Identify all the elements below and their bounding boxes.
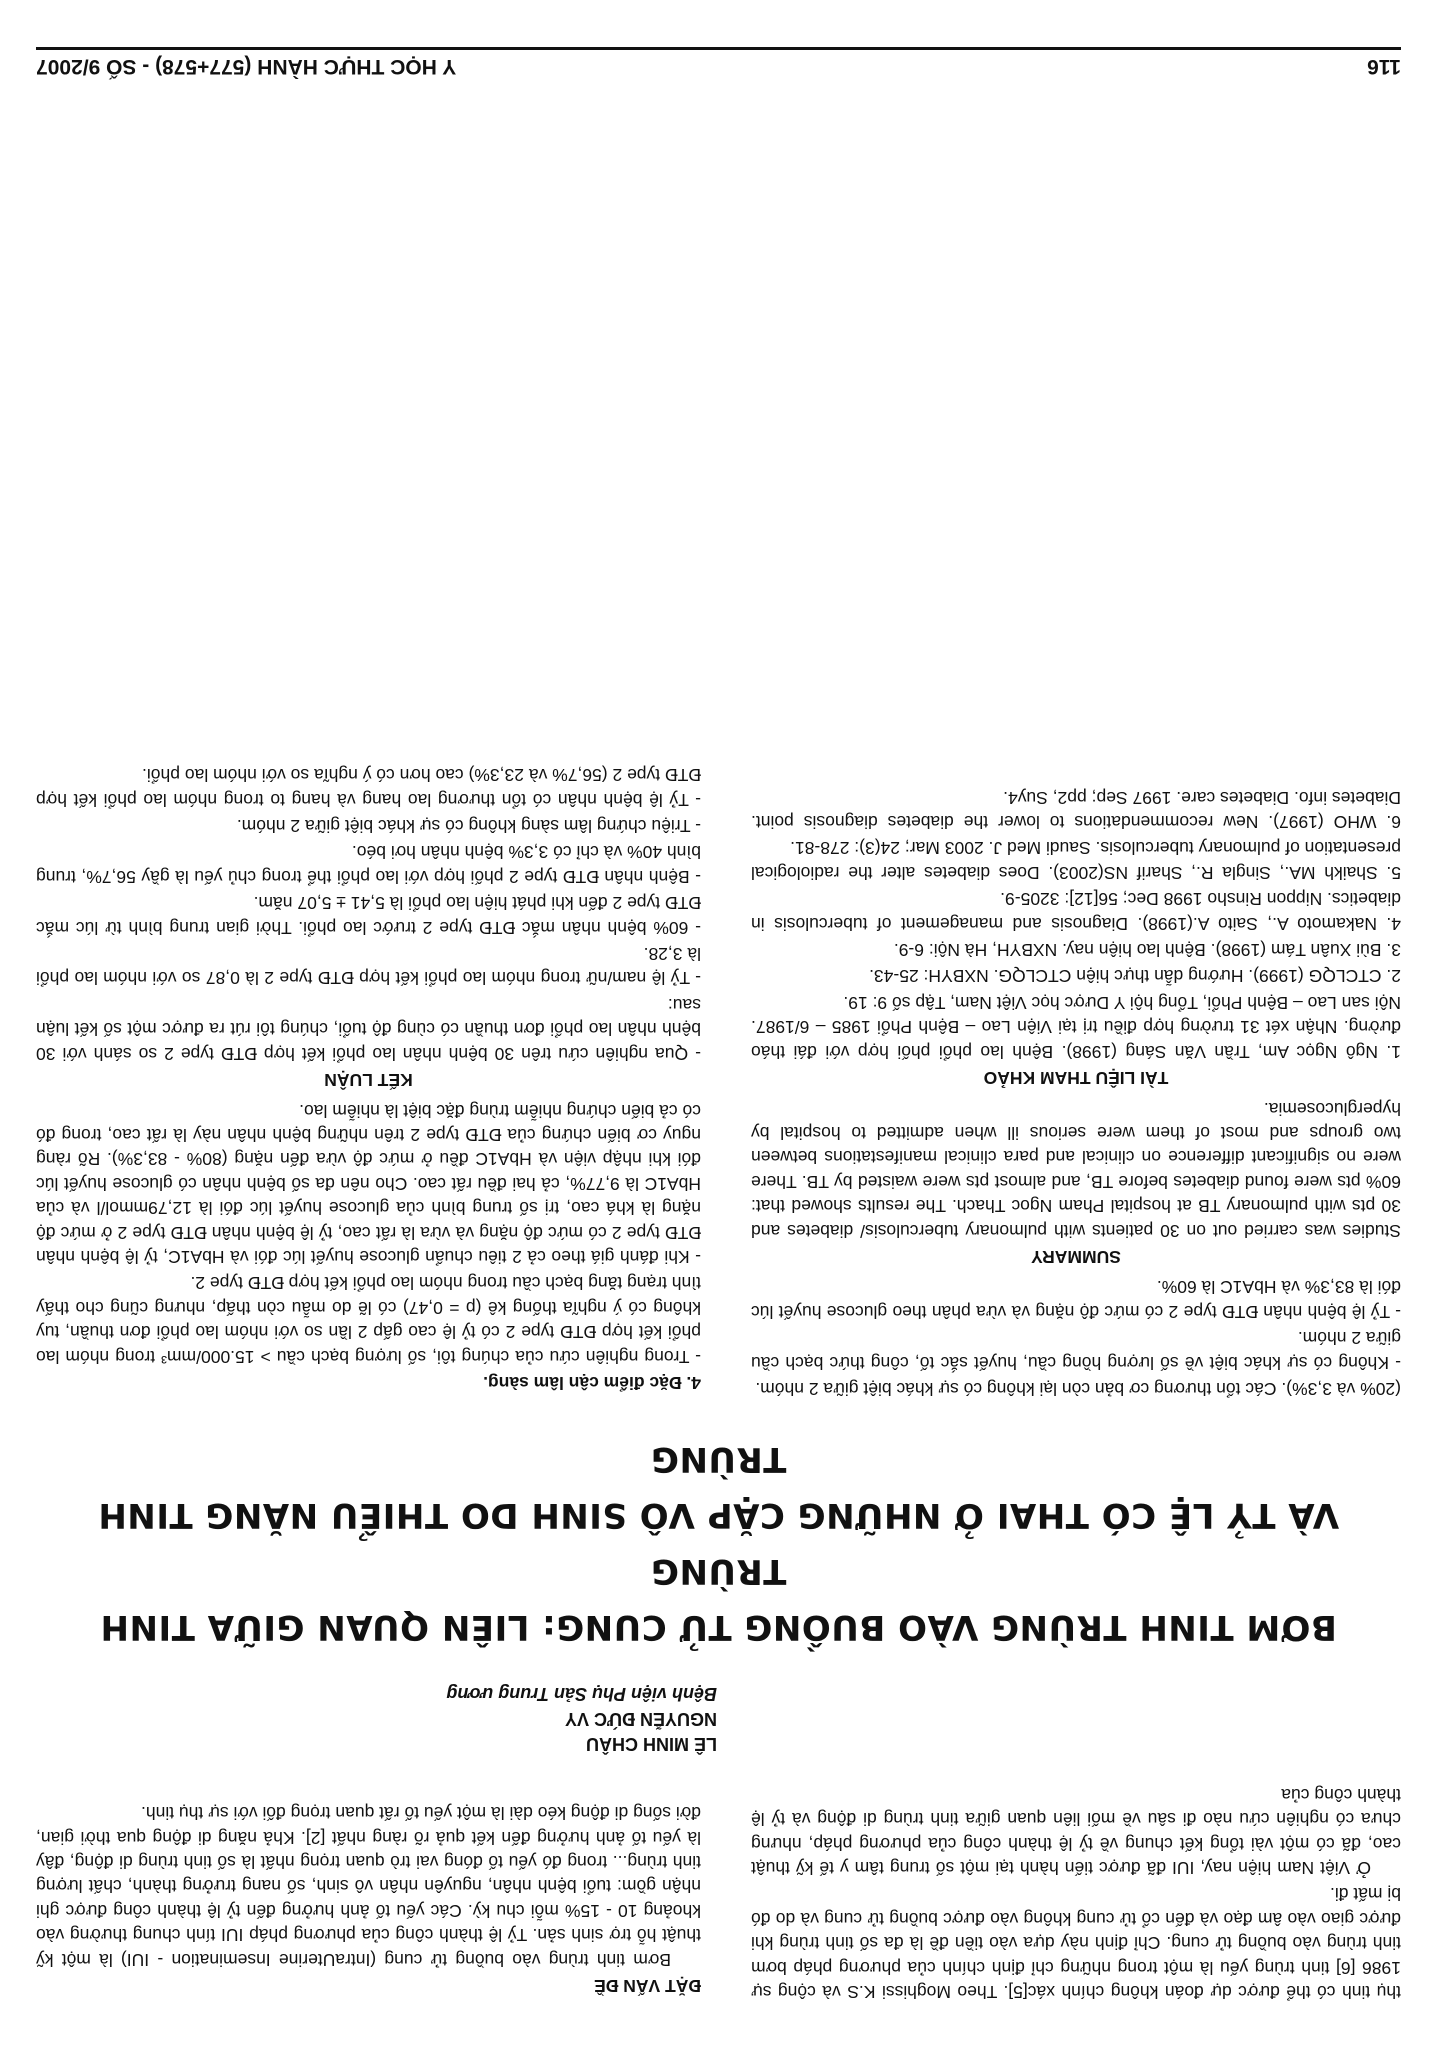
paragraph: - Bệnh nhân ĐTĐ type 2 phối hợp với lao phổi thể trong chủ yếu là gầy 56,7%, trung bình 40% và chỉ có 3,3% bệnh nhân hơi béo.: [36, 842, 701, 887]
paragraph: - Triệu chứng lâm sàng không có sự khác biệt giữa 2 nhóm.: [236, 816, 701, 837]
paragraph: - Qua nghiên cứu trên 30 bệnh nhân lao phổi kết hợp ĐTĐ type 2 so sánh với 30 bệnh nhân lao phổi đơn thuần có cùng độ tuổi, chúng tôi rút ra được một số kết luận sau:: [36, 994, 701, 1064]
author-institution: Bệnh viện Phụ Sản Trung ương: [446, 1684, 717, 1704]
introduction: [36, 1799, 701, 2004]
paragraph: thụ tinh có thể được dự đoán không chính xác[5]. Theo Moghissi K.S và cộng sự 1986 [6] tinh trùng yếu là một trong những chỉ định chính của phương pháp bơm tinh trùng vào buồng tử cung. Chỉ định này dựa vào tiền đề là đa số tinh trùng khi được giao vào âm đạo và đến cổ tử cung không vào được buồng tử cung và do đó bị mất đi.: [751, 1884, 1401, 2002]
title-line: BƠM TINH TRÙNG VÀO BUỒNG TỬ CUNG: LIÊN QUAN GIỮA TINH TRÙNG: [100, 1551, 1337, 1647]
author-block: [157, 1681, 717, 1756]
reference-item: 6. WHO (1997). New recommendations to lower the diabetes diagnosis point. Diabetes info. Diabetes care. 1997 Sep; pp2, Suy4.: [751, 787, 1401, 833]
conclusion-heading: KẾT LUẬN: [324, 1070, 413, 1091]
paragraph: Ở Việt Nam hiện nay, IUI đã được tiến hành tại một số trung tâm y tế kỹ thuật cao, đã có một vài tổng kết chung về tỷ lệ thành công của phương pháp, nhưng chưa có nghiên cứu nào đi sâu về mối liên quan giữa tinh trùng di động và tỷ lệ thành công của: [751, 1784, 1401, 1878]
reference-item: 1. Ngô Ngọc Am, Trần Văn Sáng (1998). Bệnh lao phổi phối hợp với đái tháo đường. Nhận xét 31 trường hợp điều trị tại Viện Lao – Bệnh Phổi 1985 – 6/1987. Nội san Lao – Bệnh Phổi, Tổng hội Y Dược học Việt Nam, Tập số 9: 19.: [751, 992, 1401, 1062]
introduction-heading: ĐẶT VẤN ĐỀ: [594, 1976, 701, 1996]
summary-text: Studies was carried out on 30 patients with pulmonary tuberculosis/ diabetes and 30 pts with pulmonary TB at hospital Pham Ngoc Thach. The results showed that: 60% pts were found diabetes before TB, and almost pts were waisted by TB. There were no significant difference on clinical and para clinical manifestations between two groups and most of them were serious ill when admitted to hospital by hyperglucosemia.: [751, 1098, 1401, 1241]
previous-article-discussion: [36, 761, 701, 1401]
previous-article-results: [751, 783, 1401, 1401]
paragraph: - Tỷ lệ bệnh nhân ĐTĐ type 2 có mức độ nặng và vừa phân theo glucose huyết lúc đói là 83,3% và HbA1C là 60%.: [751, 1277, 1401, 1322]
reference-item: 3. Bùi Xuân Tám (1998). Bệnh lao hiện nay. NXBYH, Hà Nội: 6-9.: [893, 940, 1401, 961]
page-number: 116: [1367, 55, 1401, 78]
running-header: [36, 47, 1401, 94]
author-name: LÊ MINH CHÂU: [586, 1734, 717, 1754]
paragraph: - Tỷ lệ nam/nữ trong nhóm lao phổi kết hợp ĐTĐ type 2 là 0,87 so với nhóm lao phổi là 3,28.: [36, 944, 701, 989]
reference-item: 2. CTCLQG (1999). Hướng dẫn thực hiện CTCLQG. NXBYH: 25-43.: [869, 966, 1401, 987]
paragraph: - Khi đánh giá theo cả 2 tiêu chuẩn glucose huyết lúc đói và HbA1C, tỷ lệ bệnh nhân ĐTĐ type 2 có mức độ nặng và vừa là rất cao, tỷ lệ bệnh nhân ĐTĐ type 2 ở mức độ nặng là khá cao, trị số trung bình của glucose huyết lúc đói là 12,79mmol/l và của HbA1C là 9,77%, cả hai đều rất cao. Cho nên đa số bệnh nhân có glucose huyết lúc đói khi nhập viện và HbA1C đều ở mức độ vừa đến nặng (80% - 83,3%). Rõ ràng nguy cơ biến chứng của ĐTĐ type 2 trên những bệnh nhân này là rất cao, trong đó có cả biến chứng nhiễm trùng đặc biệt là nhiễm lao.: [36, 1100, 701, 1267]
paragraph: (20% và 3,3%). Các tổn thương cơ bản còn lại không có sự khác biệt giữa 2 nhóm.: [755, 1379, 1401, 1399]
journal-name: Y HỌC THỰC HÀNH (577+578) - SỐ 9/2007: [36, 55, 457, 78]
references-heading: TÀI LIỆU THAM KHẢO: [983, 1068, 1169, 1089]
title-line: VÀ TỶ LỆ CÓ THAI Ở NHỮNG CẶP VÔ SINH DO THIỂU NĂNG TINH TRÙNG: [97, 1439, 1340, 1535]
paragraph: - 60% bệnh nhân mắc ĐTĐ type 2 trước lao phổi. Thời gian trung bình từ lúc mắc ĐTĐ type 2 đến khi phát hiện lao phổi là 5,41 ± 5,07 năm.: [36, 893, 701, 938]
reference-item: 5. Shaikh MA., Singla R., Sharif NS(2003). Does diabetes alter the radiological presentation of pulmonary tuberculosis. Saudi Med J. 2003 Mar; 24(3): 278-81.: [751, 838, 1401, 883]
paragraph: - Trong nghiên cứu của chúng tôi, số lượng bạch cầu > 15.000/mm³ trong nhóm lao phổi kết hợp ĐTĐ type 2 có tỷ lệ cao gấp 2 lần so với nhóm lao phổi đơn thuần, tuy không có ý nghĩa thống kê (p = 0,47) có lẽ do mẫu còn thấp, nhưng cũng cho thấy tình trạng tăng bạch cầu trong nhóm lao phổi kết hợp ĐTĐ type 2.: [36, 1273, 701, 1367]
reference-item: 4. Nakamoto A., Saito A.(1998). Diagnosis and management of tuberculosis in diabetics. Nippon Rinsho 1998 Dec; 56[12]: 3205-9.: [751, 889, 1401, 934]
paragraph: - Tỷ lệ bệnh nhân có tổn thương lao hang và hang to trong nhóm lao phổi kết hợp ĐTĐ type 2 (56,7% và 23,3%) cao hơn có ý nghĩa so với nhóm lao phổi.: [36, 765, 701, 810]
summary-heading: SUMMARY: [1031, 1246, 1121, 1267]
section-heading: 4. Đặc điểm cận lâm sàng.: [483, 1373, 701, 1393]
paragraph: - Không có sự khác biệt về số lượng hồng cầu, huyết sắc tố, công thức bạch cầu giữa 2 nhóm.: [751, 1328, 1401, 1373]
article-title: [90, 1431, 1347, 1655]
introduction-continued: [751, 1780, 1401, 2004]
author-name: NGUYỄN ĐỨC VY: [565, 1709, 717, 1729]
paragraph: Bơm tinh trùng vào buồng tử cung (IntraUterine Insemination - IUI) là một kỹ thuật hỗ trợ sinh sản. Tỷ lệ thành công của phương pháp IUI tính chung thường vào khoảng 10 - 15% mỗi chu kỳ. Các yếu tố ảnh hưởng đến tỷ lệ thành công được ghi nhận gồm: tuổi bệnh nhân, nguyên nhân vô sinh, số nang trưởng thành, chất lượng tinh trùng... trong đó yếu tố đóng vai trò quan trọng nhất là số tinh trùng di động, đây là yếu tố ảnh hưởng đến kết quả rõ ràng nhất [2]. Khả năng di động qua thời gian, đời sống di động kéo dài là một yếu tố rất quan trọng đối với sự thụ tinh.: [36, 1803, 701, 1970]
